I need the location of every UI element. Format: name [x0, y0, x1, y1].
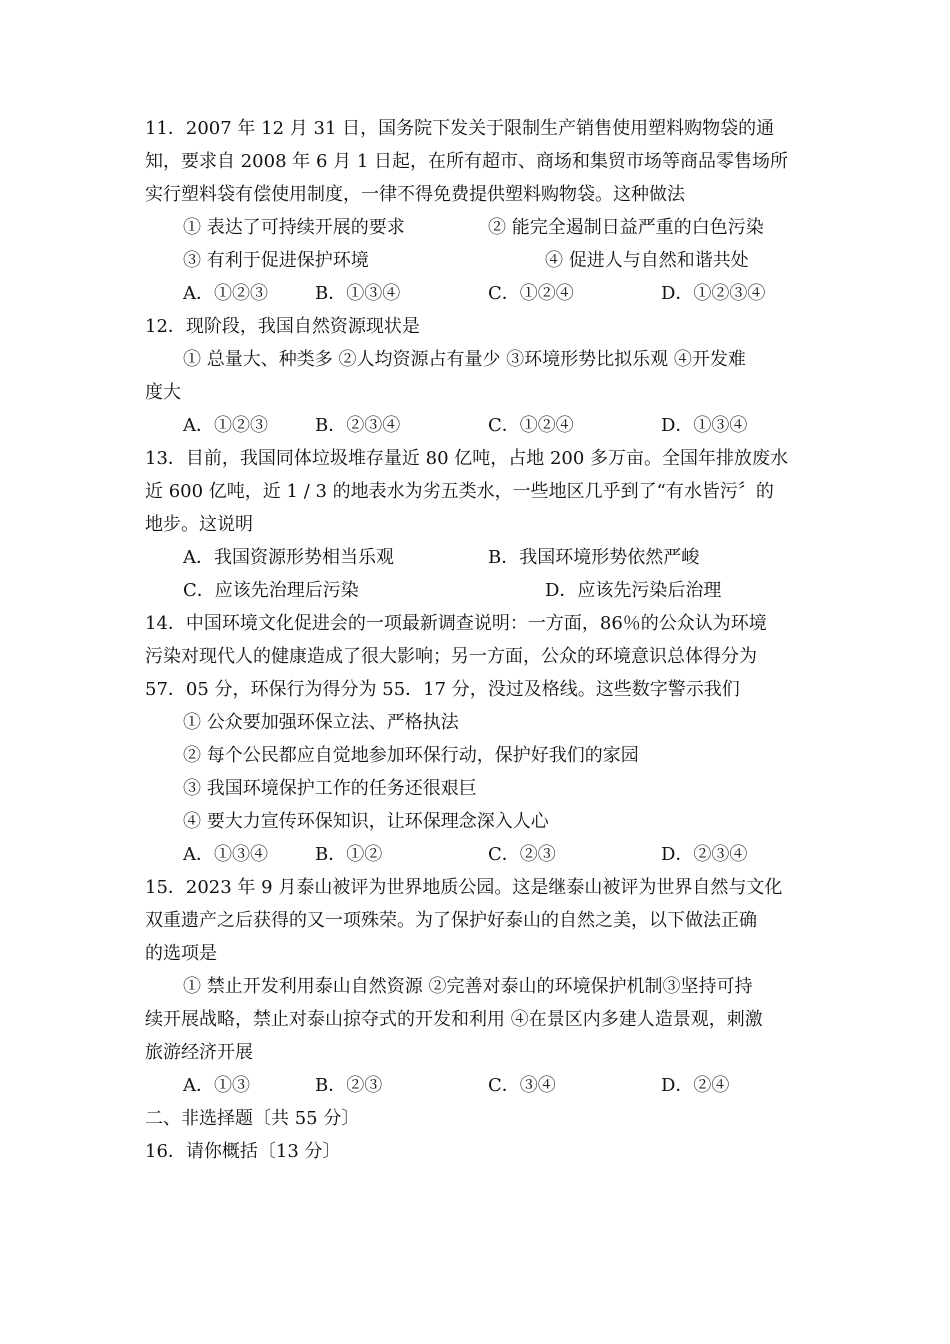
statement-row	[145, 211, 810, 244]
option-c: C．①②④	[488, 415, 574, 436]
question-14	[145, 607, 810, 871]
answer-options	[145, 409, 810, 442]
question-stem-line: 14．中国环境文化促进会的一项最新调查说明：一方面，86％的公众认为环境	[145, 613, 767, 634]
answer-options	[145, 838, 810, 871]
question-stem-line: 双重遗产之后获得的又一项殊荣。为了保护好泰山的自然之美，以下做法正确	[145, 910, 757, 931]
question-stem-line: 地步。这说明	[145, 514, 253, 535]
question-12	[145, 310, 810, 442]
question-stem-line: 的选项是	[145, 943, 217, 964]
exam-page	[145, 112, 810, 1168]
section-heading: 二、非选择题〔共 55 分〕	[145, 1108, 360, 1129]
answer-options-row	[145, 541, 810, 574]
option-b: B．②③	[315, 1075, 383, 1096]
statement-row	[145, 244, 810, 277]
statement-line: 续开展战略，禁止对泰山掠夺式的开发和利用 ④在景区内多建人造景观，刺激	[145, 1009, 763, 1030]
option-d: D．②③④	[661, 844, 748, 865]
answer-options-row	[145, 574, 810, 607]
statement-item: ③ 我国环境保护工作的任务还很艰巨	[183, 778, 477, 799]
option-d: D．②④	[661, 1075, 730, 1096]
statement-line: 旅游经济开展	[145, 1042, 253, 1063]
option-b: B．②③④	[315, 415, 401, 436]
statement-item: ④ 促进人与自然和谐共处	[545, 250, 749, 271]
question-16: 16．请你概括〔13 分〕	[145, 1141, 341, 1162]
statement-item: ② 能完全遏制日益严重的白色污染	[488, 217, 764, 238]
option-c: C．②③	[488, 844, 556, 865]
option-a: A．①②③	[183, 415, 268, 436]
question-11	[145, 112, 810, 310]
question-stem-line: 知，要求自 2008 年 6 月 1 日起，在所有超市、商场和集贸市场等商品零售场所	[145, 151, 789, 172]
option-a: A．①②③	[183, 283, 268, 304]
statement-line: ① 禁止开发利用泰山自然资源 ②完善对泰山的环境保护机制③坚持可持	[183, 976, 753, 997]
question-stem-line: 13．目前，我国同体垃圾堆存量近 80 亿吨，占地 200 多万亩。全国年排放废水	[145, 448, 789, 469]
option-d: D．应该先污染后治理	[545, 580, 722, 601]
option-b: B．①②	[315, 844, 383, 865]
option-d: D．①③④	[661, 415, 748, 436]
question-stem-line: 12．现阶段，我国自然资源现状是	[145, 316, 420, 337]
statement-item: ① 公众要加强环保立法、严格执法	[183, 712, 459, 733]
question-stem-line: 11．2007 年 12 月 31 日，国务院下发关于限制生产销售使用塑料购物袋的通	[145, 118, 775, 139]
option-b: B．①③④	[315, 283, 401, 304]
option-a: A．①③④	[183, 844, 268, 865]
statement-item: ④ 要大力宣传环保知识，让环保理念深入人心	[183, 811, 549, 832]
answer-options	[145, 1069, 810, 1102]
statement-line: ① 总量大、种类多 ②人均资源占有量少 ③环境形势比拟乐观 ④开发难	[183, 349, 746, 370]
question-stem-line: 近 600 亿吨，近 1 / 3 的地表水为劣五类水，一些地区几乎到了“有水皆污〞的	[145, 481, 774, 502]
question-stem-line: 污染对现代人的健康造成了很大影响；另一方面，公众的环境意识总体得分为	[145, 646, 757, 667]
option-b: B．我国环境形势依然严峻	[488, 547, 700, 568]
option-c: C．①②④	[488, 283, 574, 304]
statement-item: ③ 有利于促进保护环境	[183, 250, 369, 271]
option-a: A．①③	[183, 1075, 250, 1096]
option-c: C．③④	[488, 1075, 556, 1096]
question-stem-line: 实行塑料袋有偿使用制度，一律不得免费提供塑料购物袋。这种做法	[145, 184, 685, 205]
option-c: C．应该先治理后污染	[183, 580, 359, 601]
question-15	[145, 871, 810, 1102]
option-d: D．①②③④	[661, 283, 766, 304]
question-stem-line: 15．2023 年 9 月泰山被评为世界地质公园。这是继泰山被评为世界自然与文化	[145, 877, 783, 898]
statement-line: 度大	[145, 382, 181, 403]
option-a: A．我国资源形势相当乐观	[183, 547, 394, 568]
answer-options	[145, 277, 810, 310]
question-stem-line: 57．05 分，环保行为得分为 55．17 分，没过及格线。这些数字警示我们	[145, 679, 740, 700]
statement-item: ② 每个公民都应自觉地参加环保行动，保护好我们的家园	[183, 745, 639, 766]
question-13	[145, 442, 810, 607]
statement-item: ① 表达了可持续开展的要求	[183, 217, 405, 238]
